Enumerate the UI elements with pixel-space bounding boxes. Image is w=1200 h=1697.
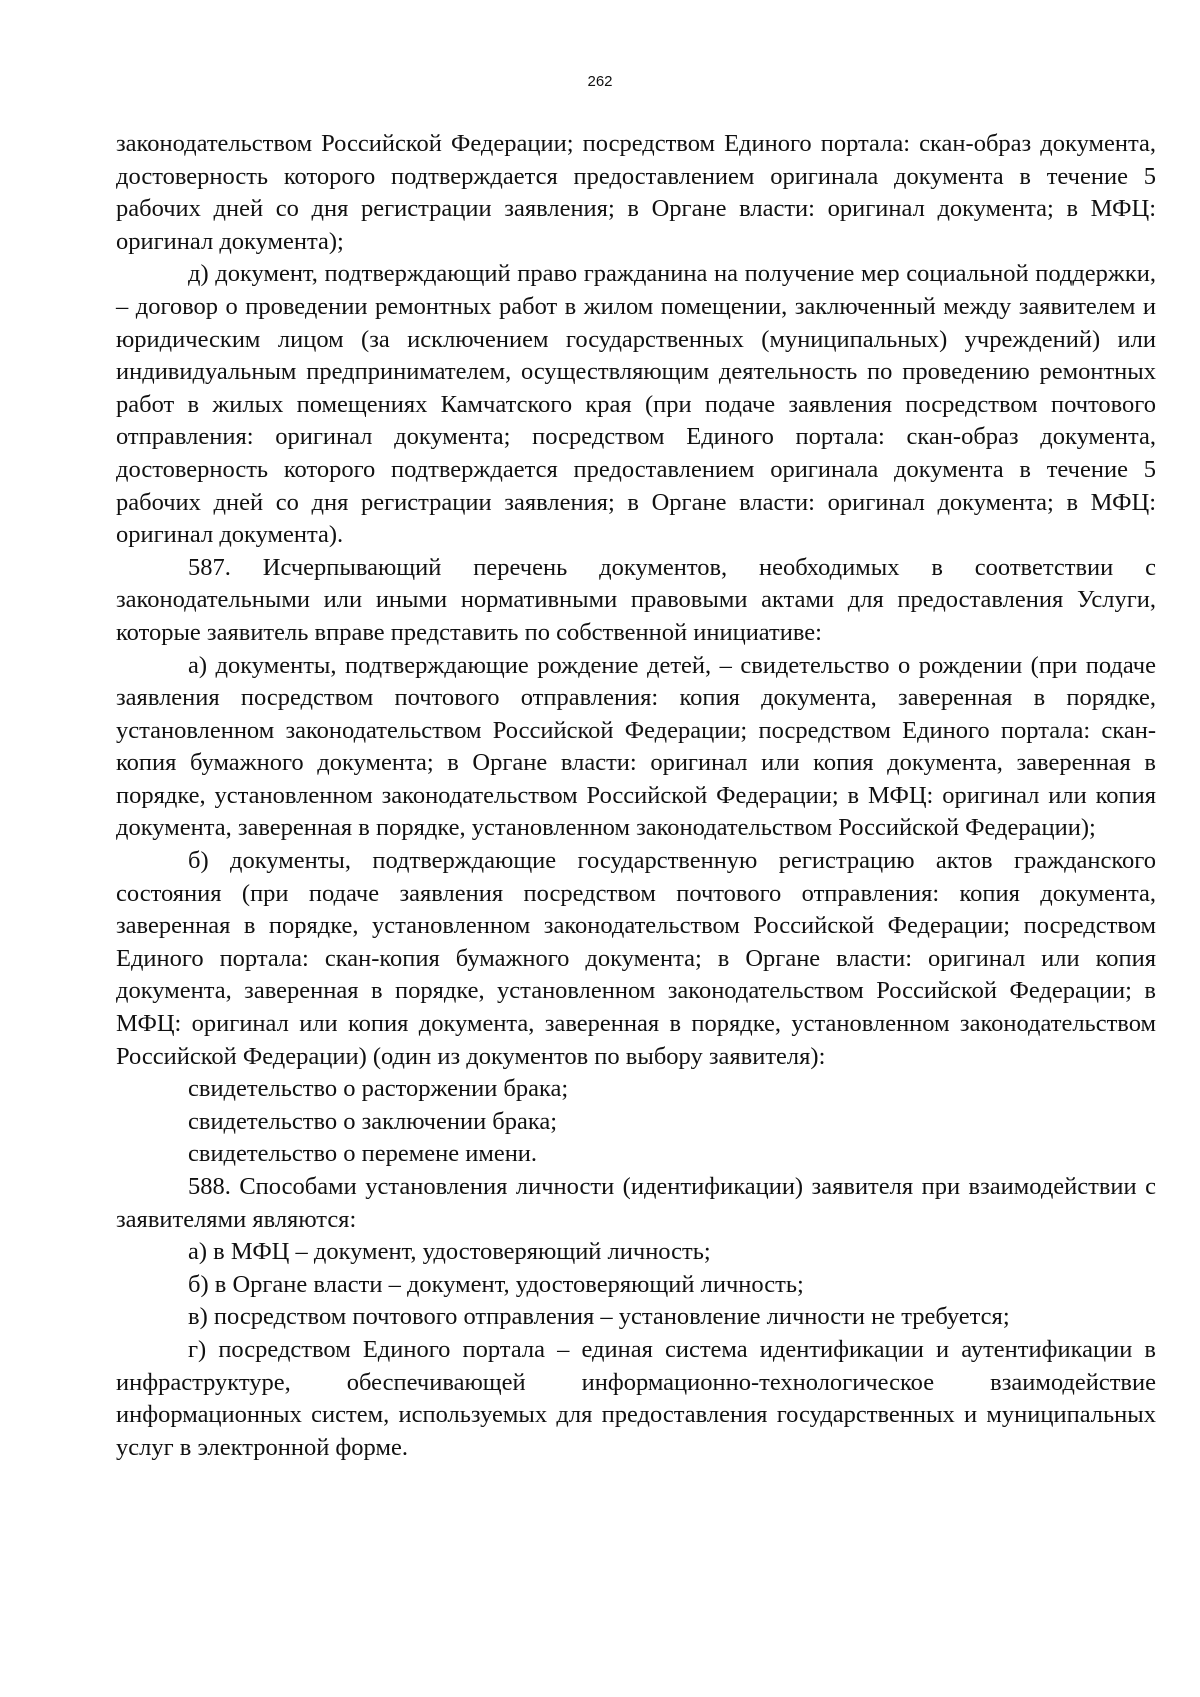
list-item-marriage-certificate: свидетельство о заключении брака; <box>188 1107 558 1135</box>
paragraph-588-item-b: б) в Органе власти – документ, удостоверяющий личность; <box>188 1270 804 1298</box>
list-item-name-change-certificate: свидетельство о перемене имени. <box>188 1140 538 1168</box>
document-body <box>116 128 1156 1464</box>
paragraph-588-item-g: г) посредством Единого портала – единая система идентификации и аутентификации в инфраструктуре, обеспечивающей информационно-технологическое взаимодействие информационных систем, используемых для предоставления государственных и муниципальных услуг в электронной форме. <box>116 1335 1156 1461</box>
paragraph-item-d: д) документ, подтверждающий право гражданина на получение мер социальной поддержки, – договор о проведении ремонтных работ в жилом помещении, заключенный между заявителем и юридическим лицом (за исключением государственных (муниципальных) учреждений) или индивидуальным предпринимателем, осуществляющим деятельность по проведению ремонтных работ в жилых помещениях Камчатского края (при подаче заявления посредством почтового отправления: оригинал документа; посредством Единого портала: скан-образ документа, достоверность которого подтверждается предоставлением оригинала документа в течение 5 рабочих дней со дня регистрации заявления; в Органе власти: оригинал документа; в МФЦ: оригинал документа). <box>116 260 1156 549</box>
paragraph-587: 587. Исчерпывающий перечень документов, необходимых в соответствии с законодательными или иными нормативными правовыми актами для предоставления Услуги, которые заявитель вправе представить по собственной инициативе: <box>116 553 1156 646</box>
paragraph-588-item-a: а) в МФЦ – документ, удостоверяющий личность; <box>188 1238 711 1266</box>
paragraph-588-item-v: в) посредством почтового отправления – установление личности не требуется; <box>188 1303 1010 1331</box>
paragraph-continuation: законодательством Российской Федерации; посредством Единого портала: скан-образ документа, достоверность которого подтверждается предоставлением оригинала документа в течение 5 рабочих дней со дня регистрации заявления; в Органе власти: оригинал документа; в МФЦ: оригинал документа); <box>116 130 1156 255</box>
page-number: 262 <box>587 73 613 90</box>
list-item-divorce-certificate: свидетельство о расторжении брака; <box>188 1075 569 1103</box>
paragraph-588: 588. Способами установления личности (идентификации) заявителя при взаимодействии с заявителями являются: <box>116 1173 1156 1233</box>
paragraph-587-item-b: б) документы, подтверждающие государственную регистрацию актов гражданского состояния (при подаче заявления посредством почтового отправления: копия документа, заверенная в порядке, установленном законодательством Российской Федерации; посредством Единого портала: скан-копия бумажного документа; в Органе власти: оригинал или копия документа, заверенная в порядке, установленном законодательством Российской Федерации; в МФЦ: оригинал или копия документа, заверенная в порядке, установленном законодательством Российской Федерации) (один из документов по выбору заявителя): <box>116 847 1156 1070</box>
paragraph-587-item-a: а) документы, подтверждающие рождение детей, – свидетельство о рождении (при подаче заявления посредством почтового отправления: копия документа, заверенная в порядке, установленном законодательством Российской Федерации; посредством Единого портала: скан-копия бумажного документа; в Органе власти: оригинал или копия документа, заверенная в порядке, установленном законодательством Российской Федерации; в МФЦ: оригинал или копия документа, заверенная в порядке, установленном законодательством Российской Федерации); <box>116 651 1156 842</box>
